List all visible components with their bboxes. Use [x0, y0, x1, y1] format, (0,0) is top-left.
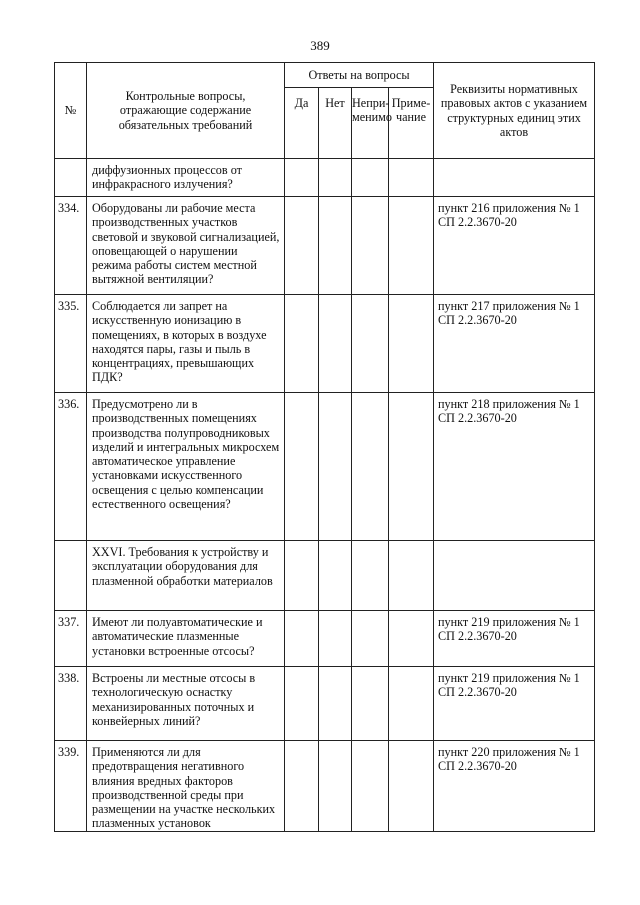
row-number	[55, 541, 87, 611]
table-row	[55, 741, 595, 832]
answer-no-cell[interactable]	[319, 197, 352, 295]
answer-yes-cell[interactable]	[285, 541, 319, 611]
answer-yes-cell[interactable]	[285, 393, 319, 541]
requisites-text: пункт 218 приложения № 1 СП 2.2.3670-20	[434, 393, 595, 541]
answer-no-cell[interactable]	[319, 741, 352, 832]
answer-not-applicable-cell[interactable]	[352, 667, 389, 741]
answer-note-cell[interactable]	[389, 611, 434, 667]
requisites-text	[434, 541, 595, 611]
table-row	[55, 611, 595, 667]
answer-yes-cell[interactable]	[285, 159, 319, 197]
table-row	[55, 393, 595, 541]
answer-not-applicable-cell[interactable]	[352, 541, 389, 611]
question-text: Предусмотрено ли в производственных помещениях производства полупроводниковых изделий и интегральных микросхем автоматическое управление установками искусственного освещения с целью компенсации естественного освещения?	[87, 393, 285, 541]
requisites-text: пункт 219 приложения № 1 СП 2.2.3670-20	[434, 667, 595, 741]
requisites-text: пункт 220 приложения № 1 СП 2.2.3670-20	[434, 741, 595, 832]
answer-note-cell[interactable]	[389, 197, 434, 295]
header-answers: Ответы на вопросы	[285, 63, 434, 88]
table-row	[55, 159, 595, 197]
table-row	[55, 197, 595, 295]
requisites-text: пункт 219 приложения № 1 СП 2.2.3670-20	[434, 611, 595, 667]
header-no: Нет	[319, 88, 352, 159]
question-text: Соблюдается ли запрет на искусственную ионизацию в помещениях, в которых в воздухе находятся пары, газы и пыль в концентрациях, превышающих ПДК?	[87, 295, 285, 393]
checklist-table	[54, 62, 595, 832]
answer-not-applicable-cell[interactable]	[352, 741, 389, 832]
answer-no-cell[interactable]	[319, 667, 352, 741]
question-text: Оборудованы ли рабочие места производственных участков световой и звуковой сигнализацией, оповещающей о нарушении режима работы систем местной вытяжной вентиляции?	[87, 197, 285, 295]
section-row	[55, 541, 595, 611]
answer-not-applicable-cell[interactable]	[352, 611, 389, 667]
answer-note-cell[interactable]	[389, 667, 434, 741]
answer-not-applicable-cell[interactable]	[352, 159, 389, 197]
requisites-text: пункт 217 приложения № 1 СП 2.2.3670-20	[434, 295, 595, 393]
answer-note-cell[interactable]	[389, 159, 434, 197]
answer-no-cell[interactable]	[319, 159, 352, 197]
table-row	[55, 667, 595, 741]
answer-note-cell[interactable]	[389, 541, 434, 611]
table-row	[55, 295, 595, 393]
table-header	[55, 63, 595, 159]
row-number: 336.	[55, 393, 87, 541]
answer-note-cell[interactable]	[389, 393, 434, 541]
row-number: 334.	[55, 197, 87, 295]
header-num: №	[55, 63, 87, 159]
answer-no-cell[interactable]	[319, 611, 352, 667]
answer-yes-cell[interactable]	[285, 611, 319, 667]
header-yes: Да	[285, 88, 319, 159]
header-requisites: Реквизиты нормативных правовых актов с указанием структурных единиц этих актов	[434, 63, 595, 159]
question-text: Имеют ли полуавтоматические и автоматические плазменные установки встроенные отсосы?	[87, 611, 285, 667]
answer-yes-cell[interactable]	[285, 741, 319, 832]
header-question: Контрольные вопросы, отражающие содержание обязательных требований	[87, 63, 285, 159]
answer-not-applicable-cell[interactable]	[352, 393, 389, 541]
table-body	[55, 159, 595, 832]
question-text: Встроены ли местные отсосы в технологическую оснастку механизированных поточных и конвейерных линий?	[87, 667, 285, 741]
row-number: 337.	[55, 611, 87, 667]
answer-no-cell[interactable]	[319, 393, 352, 541]
section-title: XXVI. Требования к устройству и эксплуатации оборудования для плазменной обработки материалов	[87, 541, 285, 611]
answer-not-applicable-cell[interactable]	[352, 295, 389, 393]
answer-no-cell[interactable]	[319, 541, 352, 611]
question-text: диффузионных процессов от инфракрасного излучения?	[87, 159, 285, 197]
answer-note-cell[interactable]	[389, 295, 434, 393]
answer-yes-cell[interactable]	[285, 667, 319, 741]
question-text: Применяются ли для предотвращения негативного влияния вредных факторов производственной среды при размещении на участке нескольких плазменных установок	[87, 741, 285, 832]
requisites-text	[434, 159, 595, 197]
answer-no-cell[interactable]	[319, 295, 352, 393]
row-number: 338.	[55, 667, 87, 741]
requisites-text: пункт 216 приложения № 1 СП 2.2.3670-20	[434, 197, 595, 295]
row-number: 339.	[55, 741, 87, 832]
row-number: 335.	[55, 295, 87, 393]
page-number: 389	[310, 38, 330, 53]
answer-not-applicable-cell[interactable]	[352, 197, 389, 295]
answer-note-cell[interactable]	[389, 741, 434, 832]
header-note: Приме-чание	[389, 88, 434, 159]
answer-yes-cell[interactable]	[285, 197, 319, 295]
answer-yes-cell[interactable]	[285, 295, 319, 393]
header-not-applicable: Непри-менимо	[352, 88, 389, 159]
row-number	[55, 159, 87, 197]
